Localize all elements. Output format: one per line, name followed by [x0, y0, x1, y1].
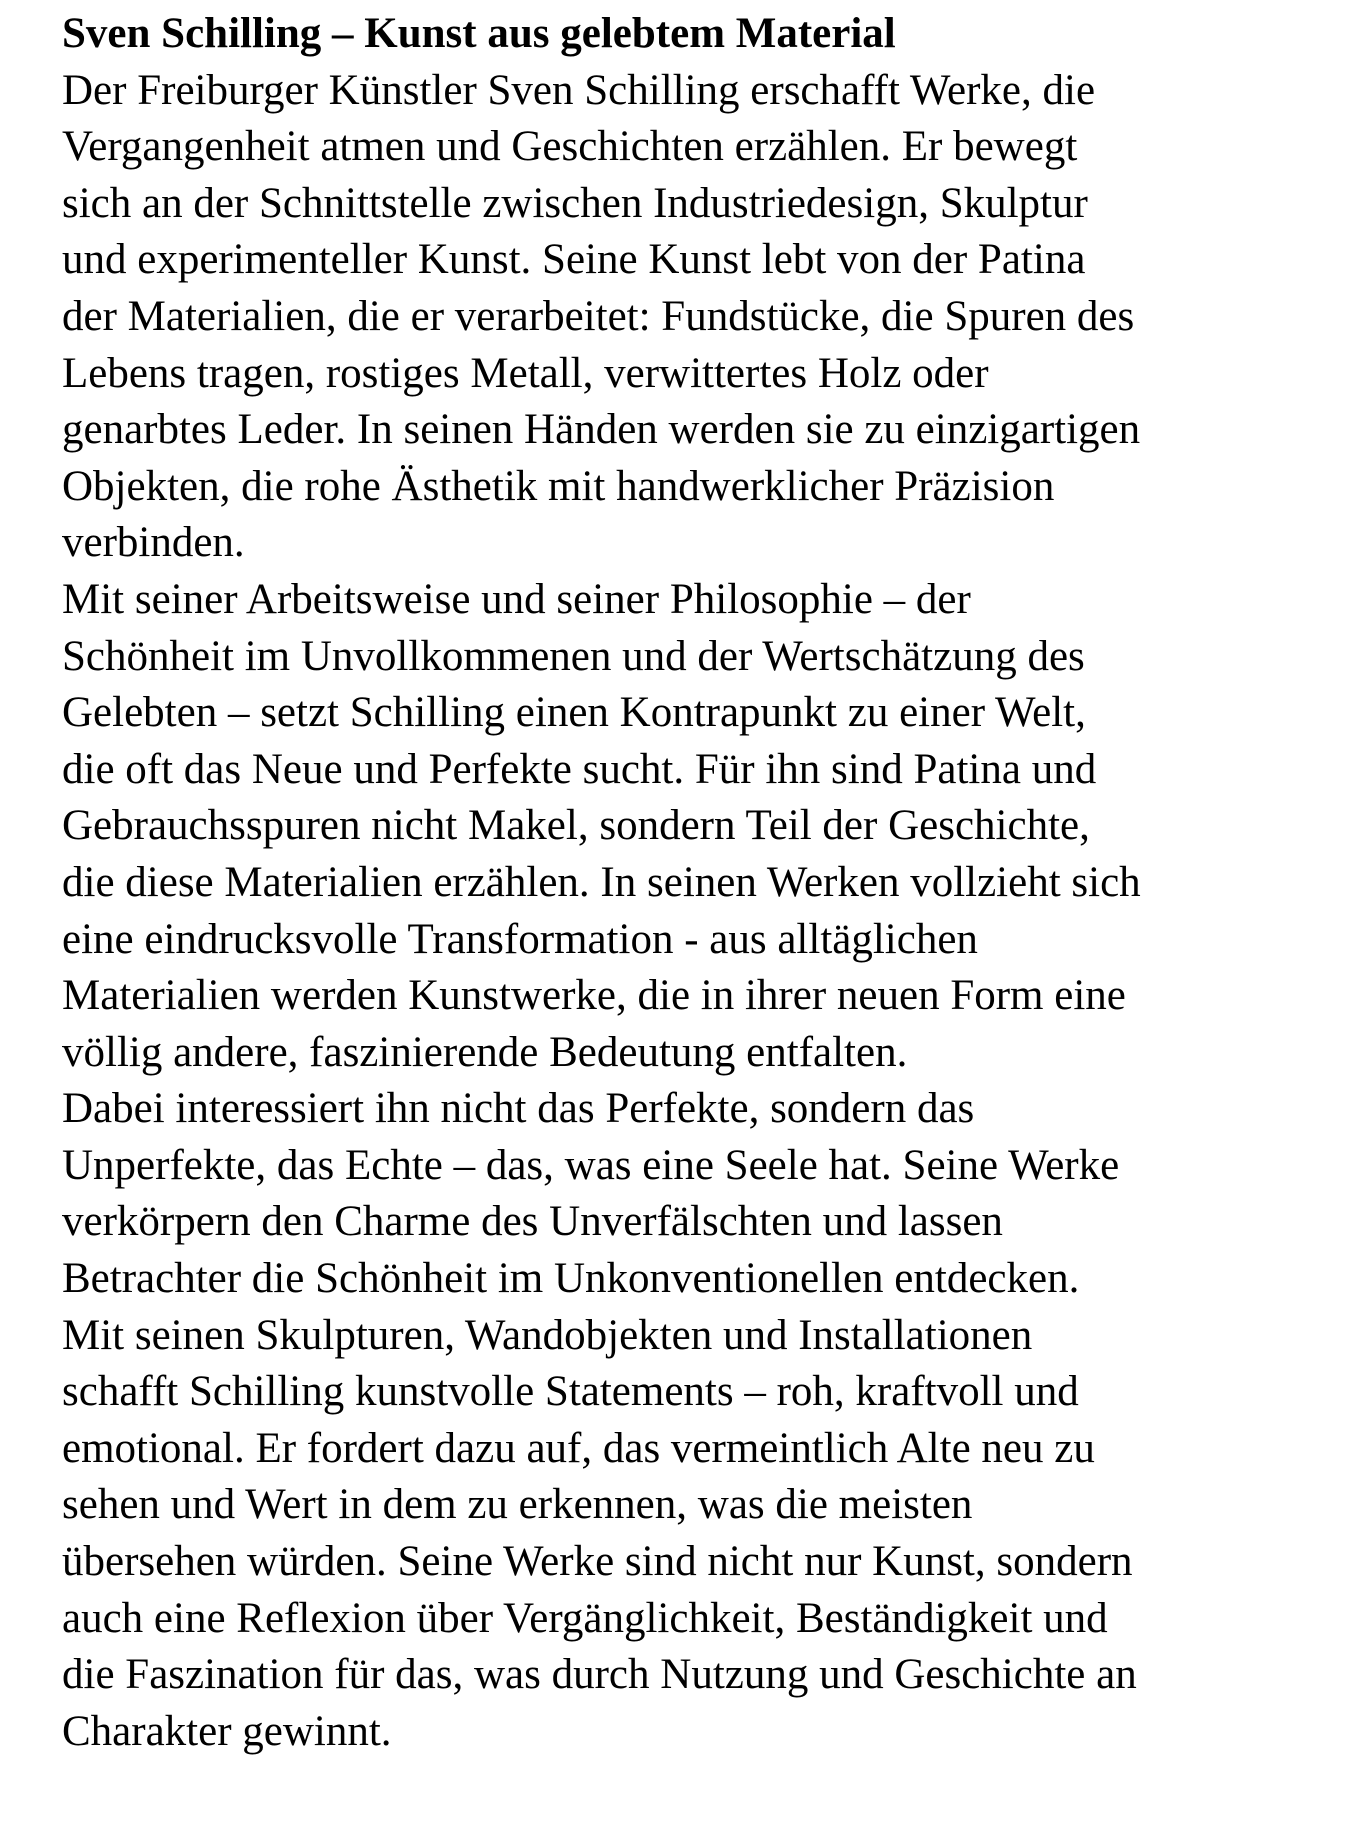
text-line: Mit seiner Arbeitsweise und seiner Philosophie – der — [62, 575, 971, 623]
text-line: die diese Materialien erzählen. In seinen Werken vollzieht sich — [62, 858, 1141, 906]
paragraph-philosophy — [62, 572, 1352, 1081]
text-line: Dabei interessiert ihn nicht das Perfekte, sondern das — [62, 1085, 975, 1133]
text-line: Lebens tragen, rostiges Metall, verwittertes Holz oder — [62, 349, 989, 397]
text-line: eine eindrucksvolle Transformation - aus alltäglichen — [62, 915, 978, 963]
text-line: die oft das Neue und Perfekte sucht. Für ihn sind Patina und — [62, 745, 1097, 793]
text-line: emotional. Er fordert dazu auf, das vermeintlich Alte neu zu — [62, 1424, 1095, 1472]
text-line: verbinden. — [62, 519, 245, 567]
text-line: Charakter gewinnt. — [62, 1707, 392, 1755]
text-line: sehen und Wert in dem zu erkennen, was die meisten — [62, 1481, 973, 1529]
text-line: Materialien werden Kunstwerke, die in ihrer neuen Form eine — [62, 972, 1126, 1020]
document-title: Sven Schilling – Kunst aus gelebtem Material — [62, 10, 896, 57]
text-line: Mit seinen Skulpturen, Wandobjekten und Installationen — [62, 1311, 1033, 1359]
text-line: Gebrauchsspuren nicht Makel, sondern Teil der Geschichte, — [62, 802, 1090, 850]
text-line: übersehen würden. Seine Werke sind nicht nur Kunst, sondern — [62, 1538, 1133, 1586]
text-line: der Materialien, die er verarbeitet: Fundstücke, die Spuren des — [62, 292, 1135, 340]
text-line: und experimenteller Kunst. Seine Kunst lebt von der Patina — [62, 236, 1086, 284]
text-line: schafft Schilling kunstvolle Statements – roh, kraftvoll und — [62, 1368, 1079, 1416]
text-line: sich an der Schnittstelle zwischen Industriedesign, Skulptur — [62, 179, 1088, 227]
paragraph-imperfection — [62, 1081, 1352, 1307]
text-line: Gelebten – setzt Schilling einen Kontrapunkt zu einer Welt, — [62, 689, 1086, 737]
text-line: Unperfekte, das Echte – das, was eine Seele hat. Seine Werke — [62, 1141, 1120, 1189]
paragraph-works — [62, 1308, 1352, 1761]
text-line: genarbtes Leder. In seinen Händen werden sie zu einzigartigen — [62, 406, 1141, 454]
document-page — [62, 6, 1352, 1760]
text-line: Der Freiburger Künstler Sven Schilling erschafft Werke, die — [62, 66, 1096, 114]
text-line: auch eine Reflexion über Vergänglichkeit, Beständigkeit und — [62, 1594, 1108, 1642]
paragraph-intro — [62, 63, 1352, 572]
text-line: Schönheit im Unvollkommenen und der Wertschätzung des — [62, 632, 1085, 680]
text-line: Objekten, die rohe Ästhetik mit handwerklicher Präzision — [62, 462, 1055, 510]
text-line: Betrachter die Schönheit im Unkonventionellen entdecken. — [62, 1255, 1080, 1303]
text-line: völlig andere, faszinierende Bedeutung entfalten. — [62, 1028, 908, 1076]
text-line: die Faszination für das, was durch Nutzung und Geschichte an — [62, 1651, 1137, 1699]
text-line: Vergangenheit atmen und Geschichten erzählen. Er bewegt — [62, 123, 1078, 171]
text-line: verkörpern den Charme des Unverfälschten und lassen — [62, 1198, 1003, 1246]
